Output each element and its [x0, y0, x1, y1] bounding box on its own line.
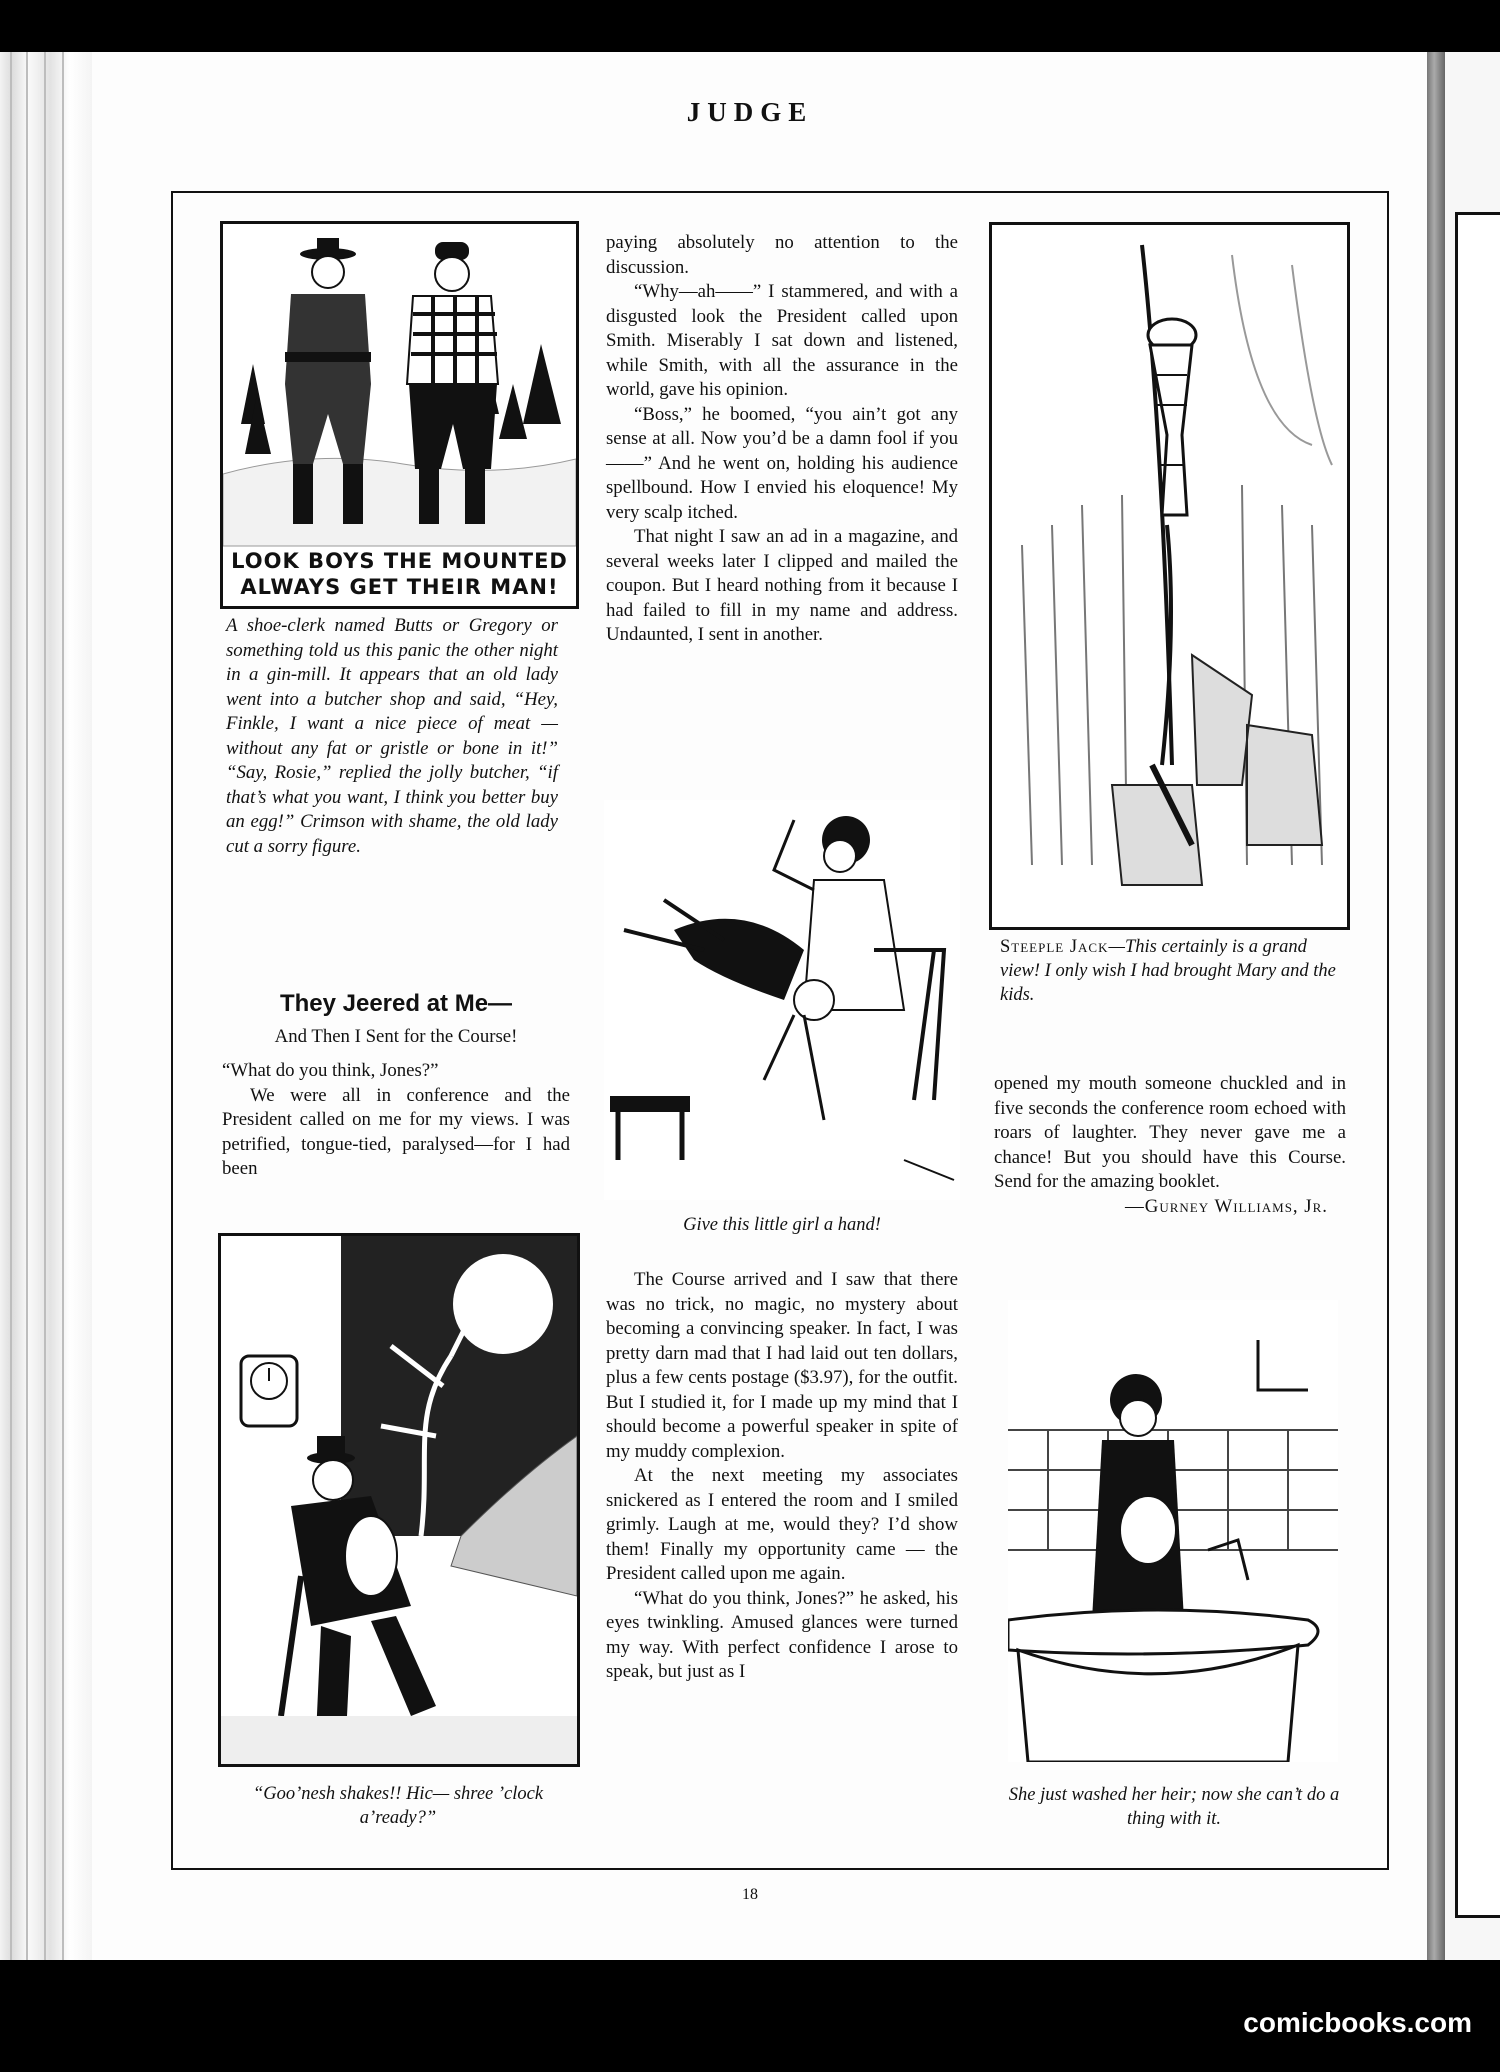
cartoon-drunk-clock — [218, 1233, 580, 1767]
caption-bath-text: She just washed her heir; now she can’t do a thing with it. — [1008, 1785, 1340, 1829]
article-column-3 — [994, 1072, 1346, 1219]
article-paragraph: “Boss,” he boomed, “you ain’t got any sense at all. Now you’d be a damn fool if you——” And he went on, holding his audience spellbound. How I envied his eloquence! My very scalp itched. — [606, 403, 958, 523]
book-spine — [0, 52, 92, 1960]
article-heading: They Jeered at Me— — [279, 990, 513, 1017]
article-paragraph: paying absolutely no attention to the discussion. — [606, 232, 958, 278]
masthead: JUDGE — [686, 97, 814, 127]
page-number: 18 — [742, 1886, 758, 1903]
caption-steeple-text: —This certainly is a grand view! I only wish I had brought Mary and the kids. — [1000, 937, 1336, 1005]
article-paragraph: At the next meeting my associates snickered as I entered the room and I smiled grimly. Laugh at me, would they? I’d show them! Finally my opportunity came — the President called upon me again. — [606, 1465, 958, 1584]
article-paragraph: The Course arrived and I saw that there was no trick, no magic, no mystery about becoming a convincing speaker. In fact, I was pretty darn mad that I had laid out ten dollars, plus a few cents postage ($3.97), for the outfit. But I studied it, for I made up my mind that I should become a powerful speaker in spite of my muddy complexion. — [606, 1269, 958, 1462]
article-column-1 — [222, 992, 570, 1182]
article-column-2-top — [606, 231, 958, 648]
caption-bath — [1004, 1783, 1344, 1831]
article-paragraph: We were all in conference and the President called on me for my views. I was petrified, tongue-tied, paralysed—for I had been — [222, 1084, 570, 1179]
site-watermark[interactable]: comicbooks.com — [1243, 2007, 1472, 2038]
article-subheading: And Then I Sent for the Course! — [274, 1025, 518, 1047]
banner-line-1: LOOK BOYS THE MOUNTED — [231, 549, 568, 573]
banner-line-2: ALWAYS GET THEIR MAN! — [240, 575, 559, 599]
article-paragraph: That night I saw an ad in a magazine, and several weeks later I clipped and mailed the coupon. But I heard nothing from it because I had failed to fill in my name and address. Undaunted, I sent in another. — [606, 526, 958, 645]
steeple-jack-drawing — [992, 225, 1347, 927]
cartoon-banner — [223, 548, 576, 606]
page-gutter — [1427, 52, 1445, 1960]
cartoon-bath — [1008, 1300, 1338, 1762]
article-paragraph: opened my mouth someone chuckled and in five seconds the conference room echoed with roars of laughter. They never gave me a chance! But you should have this Course. Send for the amazing booklet. — [994, 1073, 1346, 1192]
drunk-clock-drawing — [221, 1236, 577, 1764]
caption-drunk-text: “Goo’nesh shakes!! Hic— shree ’clock a’ready?” — [252, 1784, 544, 1828]
article-paragraph: “What do you think, Jones?” — [222, 1060, 439, 1081]
caption-steeple-jack — [1000, 935, 1336, 1007]
joke-text: A shoe-clerk named Butts or Gregory or something told us this panic the other night in a gin-mill. It appears that an old lady went into a butcher shop and said, “Hey, Finkle, I want a nice piece of meat — without any fat or gristle or bone in it!” “Say, Rosie,” replied the jolly butcher, “if that’s what you want, I think you better buy an egg!” Crimson with shame, the old lady cut a sorry figure. — [226, 615, 558, 857]
caption-spanking-text: Give this little girl a hand! — [683, 1215, 881, 1235]
bath-drawing — [1008, 1300, 1338, 1762]
article-paragraph: “What do you think, Jones?” he asked, his eyes twinkling. Amused glances were turned my way. With perfect confidence I arose to speak, but just as I — [606, 1587, 958, 1682]
next-page-edge — [1445, 52, 1500, 1960]
cartoon-steeple-jack — [989, 222, 1350, 930]
article-paragraph: “Why—ah——” I stammered, and with a disgusted look the President called upon Smith. Miserably I sat down and listened, while Smith, with all the assurance in the world, gave his opinion. — [606, 281, 958, 400]
caption-steeple-name: Steeple Jack — [1000, 937, 1109, 957]
article-column-2-bottom — [606, 1268, 958, 1685]
cartoon-spanking — [604, 800, 960, 1200]
caption-drunk — [236, 1782, 560, 1830]
shoe-clerk-joke — [226, 614, 558, 859]
cartoon-mounted-police — [220, 221, 579, 609]
spanking-drawing — [604, 800, 960, 1200]
article-byline: —Gurney Williams, Jr. — [1125, 1195, 1328, 1217]
caption-spanking — [604, 1213, 960, 1237]
